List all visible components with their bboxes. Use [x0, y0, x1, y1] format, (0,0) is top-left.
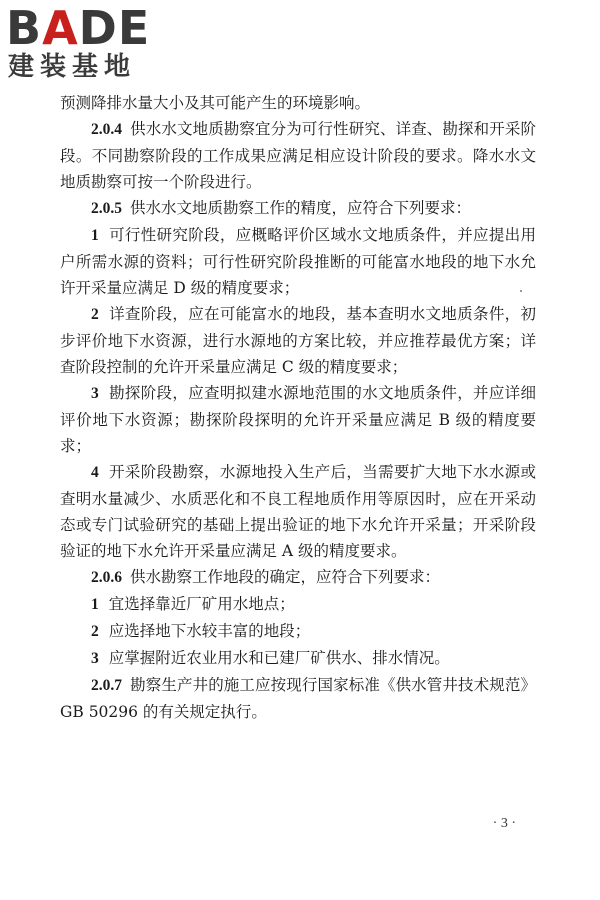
item-number: 1 — [91, 227, 99, 244]
item-text: 详查阶段，应在可能富水的地段，基本查明水文地质条件，初步评价地下水资源，进行水源地的方案比较，并应推荐最优方案；详查阶段控制的允许开采量应满足 C 级的精度要求； — [60, 305, 536, 376]
clause-text: 勘察生产井的施工应按现行国家标准《供水管井技术规范》GB 50296 的有关规定执行。 — [60, 676, 536, 721]
logo-subtitle: 建装基地 — [8, 52, 137, 82]
item-text: 开采阶段勘察，水源地投入生产后，当需要扩大地下水水源或查明水量减少、水质恶化和不良工程地质作用等原因时，应在开采动态或专门试验研究的基础上提出验证的地下水允许开采量；开采阶段验证的地下水允许开采量应满足 A 级的精度要求。 — [60, 463, 536, 560]
list-item — [60, 380, 536, 459]
clause-text: 供水水文地质勘察宜分为可行性研究、详查、勘探和开采阶段。不同勘察阶段的工作成果应满足相应设计阶段的要求。降水水文地质勘察可按一个阶段进行。 — [60, 120, 536, 191]
logo-wordmark: BADE — [6, 1, 151, 55]
item-text: 应选择地下水较丰富的地段； — [108, 622, 311, 640]
clause-number: 2.0.6 — [91, 569, 122, 586]
item-number: 2 — [91, 306, 99, 323]
clause-2-0-5 — [60, 195, 536, 222]
clause-2-0-4 — [60, 116, 536, 195]
clause-number: 2.0.7 — [91, 677, 122, 694]
clause-2-0-7 — [60, 672, 536, 725]
list-item — [60, 459, 536, 564]
item-number: 2 — [91, 623, 99, 640]
item-text: 可行性研究阶段，应概略评价区域水文地质条件，并应提出用户所需水源的资料；可行性研究阶段推断的可能富水地段的地下水允许开采量应满足 D 级的精度要求； — [60, 226, 536, 297]
item-number: 1 — [91, 596, 99, 613]
clause-number: 2.0.5 — [91, 200, 122, 217]
scan-speck — [520, 290, 522, 292]
list-item — [60, 301, 536, 380]
bade-logo — [6, 2, 176, 86]
item-number: 3 — [91, 650, 99, 667]
item-number: 3 — [91, 385, 99, 402]
clause-2-0-6 — [60, 564, 536, 591]
clause-number: 2.0.4 — [91, 121, 122, 138]
item-text: 勘探阶段，应查明拟建水源地范围的水文地质条件，并应详细评价地下水资源；勘探阶段探明的允许开采量应满足 B 级的精度要求； — [60, 384, 536, 455]
item-text: 应掌握附近农业用水和已建厂矿供水、排水情况。 — [108, 649, 450, 667]
clause-text: 供水勘察工作地段的确定，应符合下列要求： — [130, 568, 441, 586]
item-number: 4 — [91, 464, 99, 481]
list-item — [60, 618, 536, 645]
page-number: · 3 · — [492, 816, 516, 831]
document-body — [60, 90, 536, 725]
list-item — [60, 591, 536, 618]
list-item — [60, 645, 536, 672]
continued-paragraph: 预测降排水量大小及其可能产生的环境影响。 — [60, 94, 371, 112]
clause-text: 供水水文地质勘察工作的精度，应符合下列要求： — [130, 199, 472, 217]
list-item — [60, 222, 536, 301]
item-text: 宜选择靠近厂矿用水地点； — [108, 595, 295, 613]
